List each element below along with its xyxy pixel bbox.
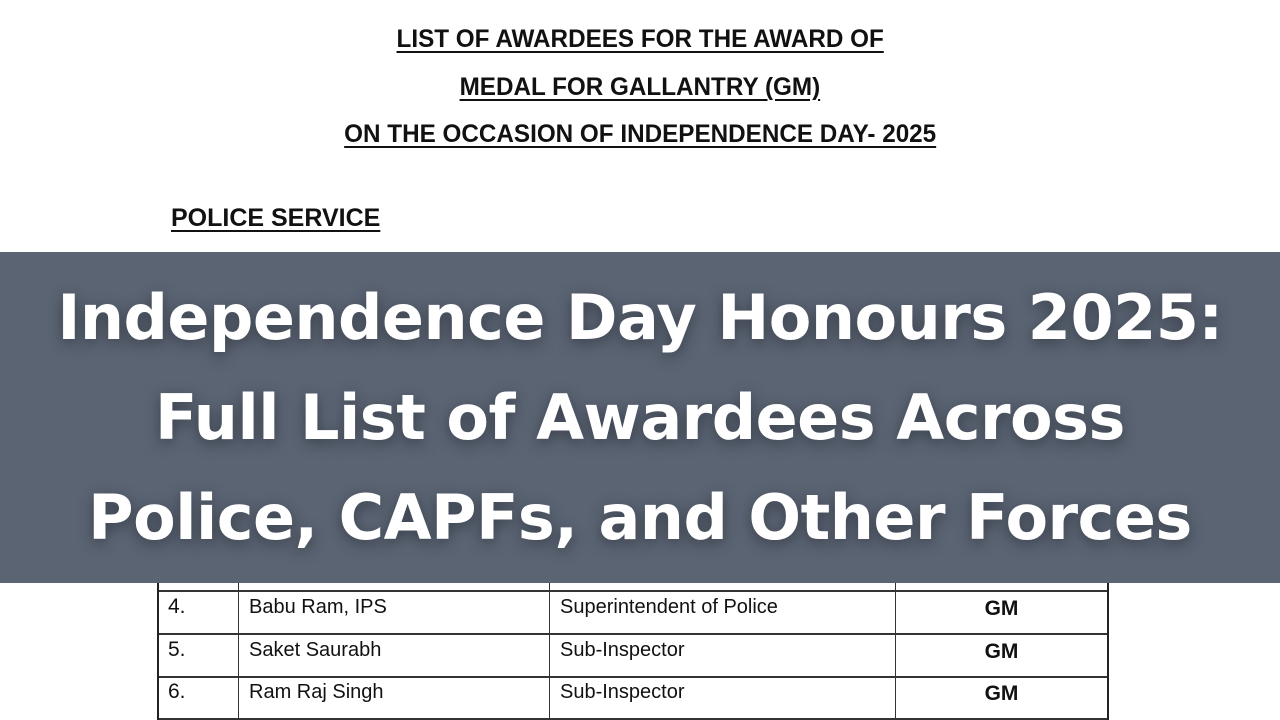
table-row	[159, 677, 1107, 720]
cell-no: 6.	[159, 677, 239, 718]
cell-name: Saket Saurabh	[239, 635, 550, 676]
table-row	[159, 592, 1107, 635]
heading-text: ON THE OCCASION OF INDEPENDENCE DAY- 2025	[343, 120, 937, 148]
cell-rank: Sub-Inspector	[550, 677, 896, 718]
section-label: POLICE SERVICE	[171, 204, 381, 232]
heading-text: LIST OF AWARDEES FOR THE AWARD OF	[396, 25, 884, 53]
document-heading-line-1	[0, 24, 1280, 54]
awardees-table	[157, 583, 1109, 720]
cell-no: 4.	[159, 592, 239, 633]
heading-text: MEDAL FOR GALLANTRY (GM)	[459, 73, 821, 101]
banner-title-line-3: Police, CAPFs, and Other Forces	[88, 480, 1192, 554]
cell-no: 5.	[159, 635, 239, 676]
banner-title-line-1: Independence Day Honours 2025:	[57, 280, 1223, 354]
cell-name: Ram Raj Singh	[239, 677, 550, 718]
cell-rank	[550, 583, 896, 590]
cell-award	[896, 583, 1107, 590]
cell-no	[159, 583, 239, 590]
title-banner	[0, 252, 1280, 583]
document-heading-line-3	[0, 119, 1280, 149]
cell-award: GM	[984, 682, 1019, 705]
cell-name: Babu Ram, IPS	[239, 592, 550, 633]
cell-rank: Sub-Inspector	[550, 635, 896, 676]
cell-award: GM	[984, 597, 1019, 620]
table-row-partial	[159, 583, 1107, 592]
table-row	[159, 635, 1107, 678]
cell-name	[239, 583, 550, 590]
banner-title-line-2: Full List of Awardees Across	[155, 380, 1125, 454]
cell-rank: Superintendent of Police	[550, 592, 896, 633]
document-heading-line-2	[0, 72, 1280, 102]
cell-award: GM	[984, 640, 1019, 663]
